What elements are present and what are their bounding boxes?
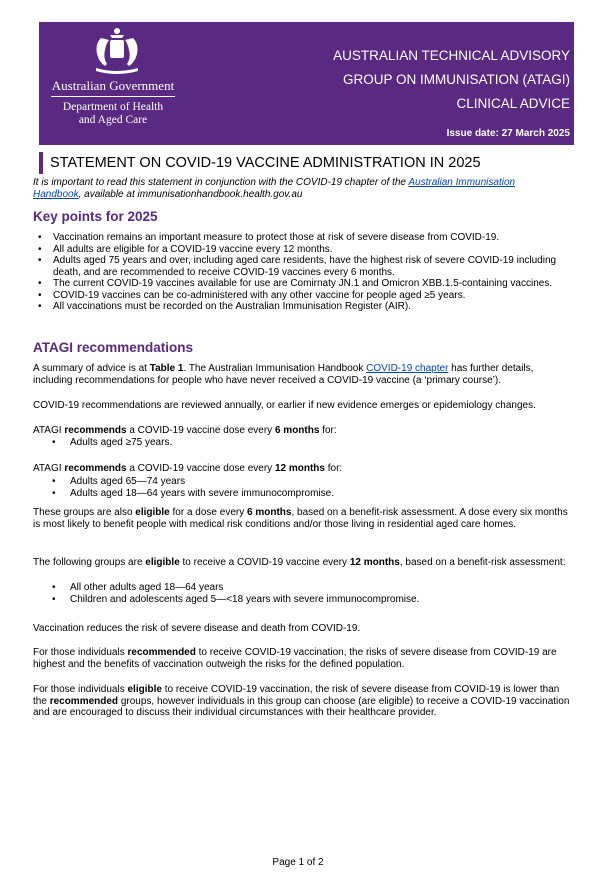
key-point-item: • The current COVID-19 vaccines available for use are Comirnaty JN.1 and Omicron XBB.1.5-containing vaccines.	[33, 278, 563, 290]
list-item: • All other adults aged 18—64 years	[52, 582, 419, 594]
eligible-list	[52, 582, 419, 606]
twelve-month-recommendation: ATAGI recommends a COVID-19 vaccine dose every 12 months for:	[33, 463, 343, 474]
key-point-item: • All vaccinations must be recorded on the Australian Immunisation Register (AIR).	[33, 301, 563, 313]
page-number: Page 1 of 2	[272, 857, 324, 868]
recommended-individuals-paragraph: For those individuals recommended to receive COVID-19 vaccination, the risks of severe disease from COVID-19 are highest and the benefits of vaccination outweigh the risks for the defined population.	[33, 647, 557, 670]
department-line-1: Department of Health	[62, 101, 164, 113]
eligible-twelve-month-paragraph: The following groups are eligible to receive a COVID-19 vaccine every 12 months, based on a benefit-risk assessment:	[33, 557, 566, 568]
list-item: • Children and adolescents aged 5—<18 years with severe immunocompromise.	[52, 594, 419, 606]
recommendations-heading: ATAGI recommendations	[33, 340, 194, 355]
coat-of-arms-logo	[88, 26, 146, 76]
handbook-link[interactable]: Australian Immunisation Handbook	[33, 177, 516, 200]
organisation-title-line-1: AUSTRALIAN TECHNICAL ADVISORY	[333, 48, 570, 63]
key-points-list	[33, 232, 563, 313]
list-item: • Adults aged ≥75 years.	[52, 437, 172, 449]
key-point-item: • Vaccination remains an important measure to protect those at risk of severe disease from COVID-19.	[33, 232, 563, 244]
six-month-recommendation: ATAGI recommends a COVID-19 vaccine dose every 6 months for:	[33, 425, 337, 436]
covid-chapter-link[interactable]: COVID-19 chapter	[366, 363, 449, 374]
eligible-individuals-paragraph: For those individuals eligible to receive COVID-19 vaccination, the risk of severe disease from COVID-19 is lower than the recommended groups, however individuals in this group can choose (are eligible) to receive a COVID-19 vaccination and are encouraged to discuss their individual circumstances with their healthcare provider.	[33, 684, 570, 718]
organisation-title-line-3: CLINICAL ADVICE	[456, 96, 570, 111]
list-item: • Adults aged 65—74 years	[52, 476, 334, 488]
government-name: Australian Government	[51, 78, 175, 93]
department-line-2: and Aged Care	[78, 114, 148, 126]
six-month-list	[52, 437, 172, 449]
key-points-heading: Key points for 2025	[33, 209, 158, 224]
issue-date: Issue date: 27 March 2025	[446, 128, 570, 139]
organisation-title-line-2: GROUP ON IMMUNISATION (ATAGI)	[342, 72, 570, 87]
key-point-item: • All adults are eligible for a COVID-19 vaccine every 12 months.	[33, 244, 563, 256]
twelve-month-list	[52, 476, 334, 500]
eligible-six-month-paragraph: These groups are also eligible for a dose every 6 months, based on a benefit-risk assessment. A dose every six months is most likely to benefit people with medical risk conditions and/or those living in residential aged care homes.	[33, 507, 568, 530]
key-point-item: • COVID-19 vaccines can be co-administered with any other vaccine for people aged ≥5 years.	[33, 290, 563, 302]
risk-reduction-paragraph: Vaccination reduces the risk of severe disease and death from COVID-19.	[33, 623, 361, 634]
review-paragraph: COVID-19 recommendations are reviewed annually, or earlier if new evidence emerges or epidemiology changes.	[33, 400, 536, 411]
logo-divider	[51, 96, 175, 97]
key-point-item: • Adults aged 75 years and over, including aged care residents, have the highest risk of severe COVID-19 including death, and are recommended to receive COVID-19 vaccines every 6 months.	[33, 255, 563, 278]
intro-note: It is important to read this statement in conjunction with the COVID-19 chapter of the Australian Immunisation Handbook, available at immunisationhandbook.health.gov.au	[33, 177, 516, 200]
title-accent-bar	[39, 152, 43, 174]
summary-paragraph: A summary of advice is at Table 1. The Australian Immunisation Handbook COVID-19 chapter has further details, including recommendations for people who have never received a COVID-19 vaccine (a ‘primary course’).	[33, 363, 534, 386]
statement-title: STATEMENT ON COVID-19 VACCINE ADMINISTRATION IN 2025	[50, 155, 481, 171]
list-item: • Adults aged 18—64 years with severe immunocompromise.	[52, 488, 334, 500]
